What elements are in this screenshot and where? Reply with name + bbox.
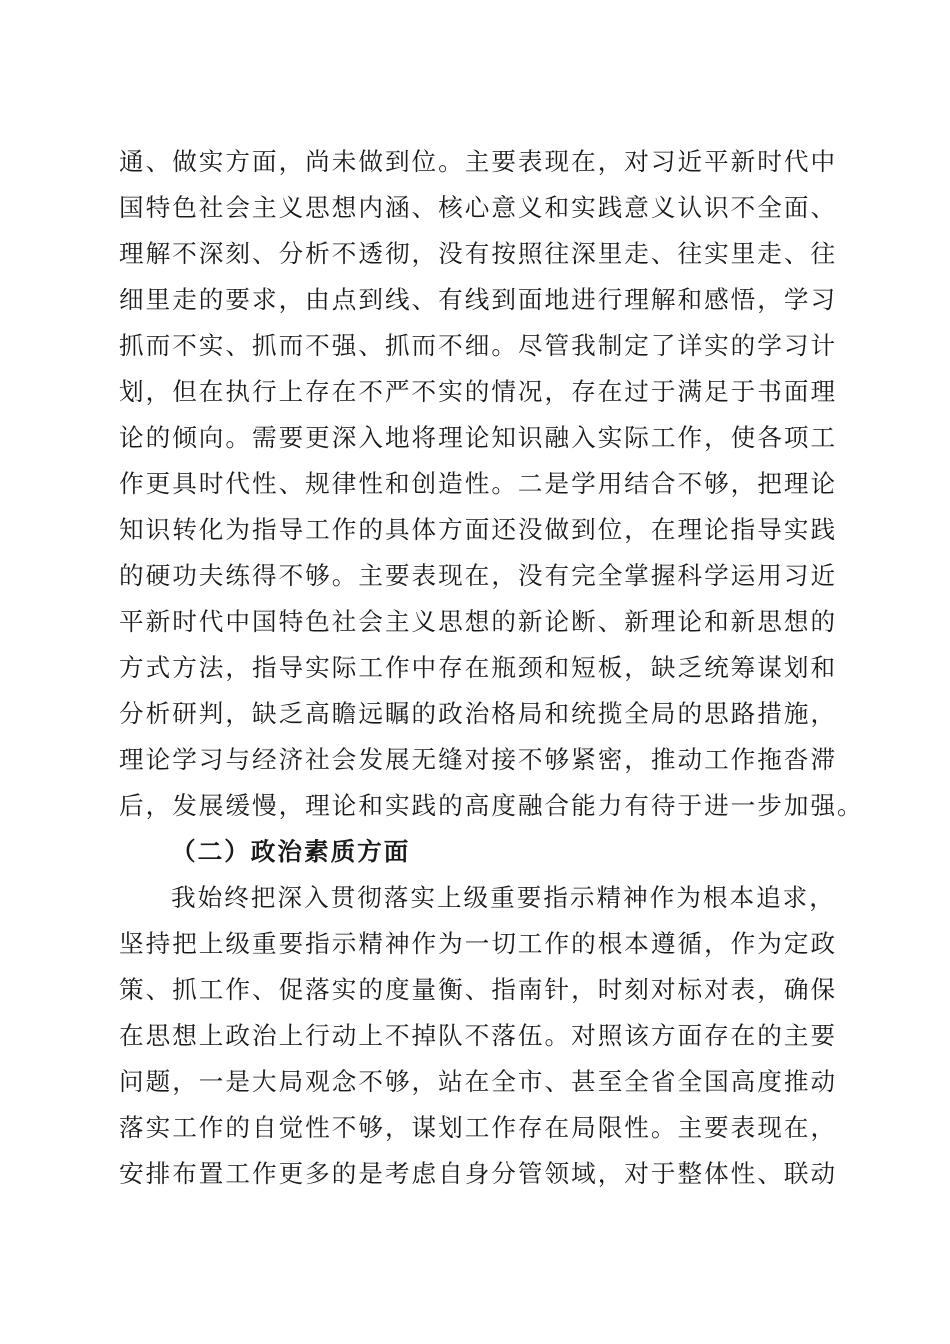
paragraph-line: 方式方法，指导实际工作中存在瓶颈和短板，缺乏统筹谋划和 [119,653,838,682]
paragraph-line: 的硬功夫练得不够。主要表现在，没有完全掌握科学运用习近 [119,561,838,590]
paragraph-line: 后，发展缓慢，理论和实践的高度融合能力有待于进一步加强。 [119,791,864,820]
paragraph-line: 平新时代中国特色社会主义思想的新论断、新理论和新思想的 [119,607,838,636]
paragraph-line: 抓而不实、抓而不强、抓而不细。尽管我制定了详实的学习计 [119,331,838,360]
paragraph-line: 问题，一是大局观念不够，站在全市、甚至全省全国高度推动 [119,1067,838,1096]
paragraph-line: 作更具时代性、规律性和创造性。二是学用结合不够，把理论 [119,469,838,498]
paragraph-line: 细里走的要求，由点到线、有线到面地进行理解和感悟，学习 [119,285,838,314]
paragraph-line: 在思想上政治上行动上不掉队不落伍。对照该方面存在的主要 [119,1021,838,1050]
paragraph-line: 安排布置工作更多的是考虑自身分管领域，对于整体性、联动 [119,1159,838,1188]
paragraph-line: 坚持把上级重要指示精神作为一切工作的根本遵循，作为定政 [119,929,838,958]
paragraph-line: 理论学习与经济社会发展无缝对接不够紧密，推动工作拖沓滞 [119,745,838,774]
paragraph-line: 落实工作的自觉性不够，谋划工作存在局限性。主要表现在， [119,1113,838,1142]
section-heading: （二）政治素质方面 [171,837,411,866]
paragraph-line: 知识转化为指导工作的具体方面还没做到位，在理论指导实践 [119,515,838,544]
paragraph-line: 分析研判，缺乏高瞻远瞩的政治格局和统揽全局的思路措施， [119,699,838,728]
paragraph-line: 通、做实方面，尚未做到位。主要表现在，对习近平新时代中 [119,147,838,176]
document-body [119,139,864,1197]
paragraph-line: 策、抓工作、促落实的度量衡、指南针，时刻对标对表，确保 [119,975,838,1004]
paragraph-line: 论的倾向。需要更深入地将理论知识融入实际工作，使各项工 [119,423,838,452]
paragraph-line: 理解不深刻、分析不透彻，没有按照往深里走、往实里走、往 [119,239,838,268]
paragraph-line: 划，但在执行上存在不严不实的情况，存在过于满足于书面理 [119,377,838,406]
paragraph-line: 国特色社会主义思想内涵、核心意义和实践意义认识不全面、 [119,193,838,222]
paragraph-line: 我始终把深入贯彻落实上级重要指示精神作为根本追求， [171,883,836,912]
